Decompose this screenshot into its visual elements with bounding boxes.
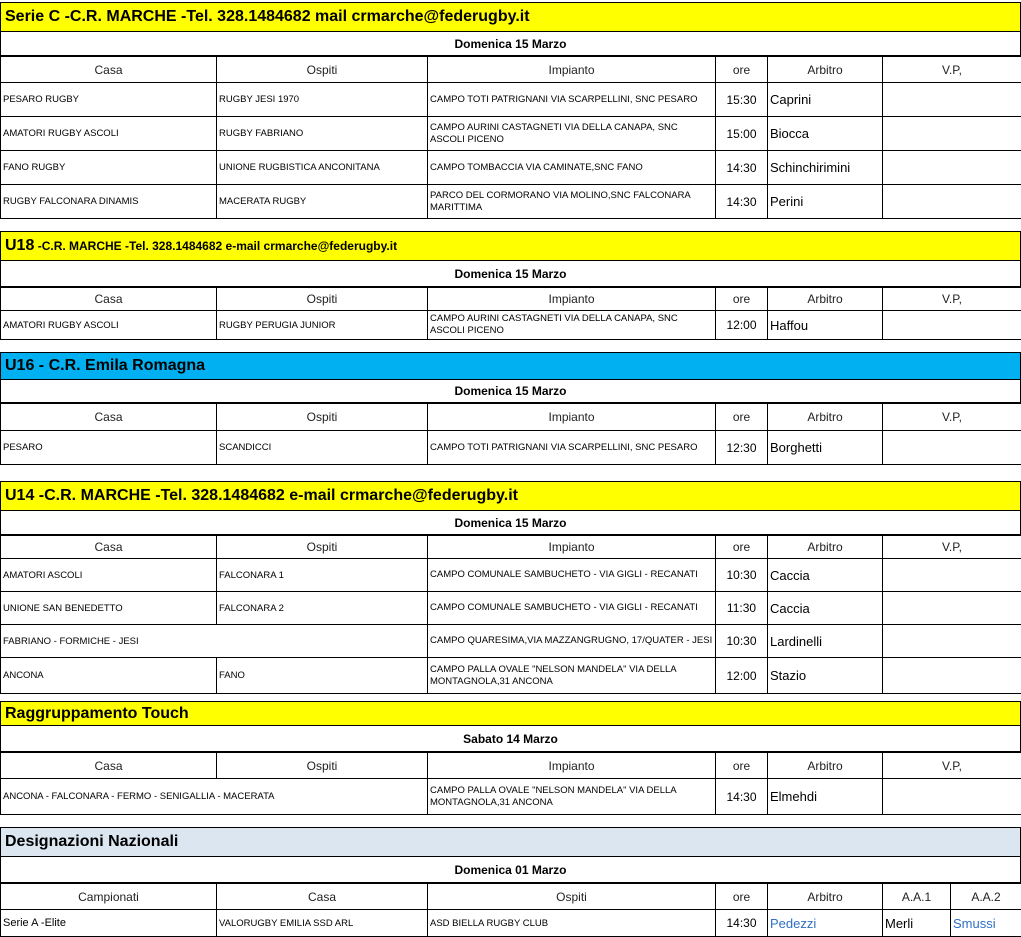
cell-arbitro: Caccia: [768, 592, 883, 625]
col-aa1: A.A.1: [883, 884, 951, 910]
table-row: [1, 117, 1021, 151]
cell-impianto: CAMPO PALLA OVALE "NELSON MANDELA" VIA DELLA MONTAGNOLA,31 ANCONA: [428, 779, 716, 815]
matches-table: [0, 287, 1021, 340]
col-ore: ore: [716, 288, 768, 311]
cell-ore: 12:30: [716, 431, 768, 465]
designations-table: [0, 883, 1021, 937]
cell-impianto: PARCO DEL CORMORANO VIA MOLINO,SNC FALCONARA MARITTIMA: [428, 185, 716, 219]
cell-ore: 15:00: [716, 117, 768, 151]
col-ospiti: Ospiti: [217, 536, 428, 559]
matches-table: [0, 56, 1021, 219]
col-arbitro: Arbitro: [768, 884, 883, 910]
cell-impianto: CAMPO QUARESIMA,VIA MAZZANGRUGNO, 17/QUATER - JESI: [428, 625, 716, 658]
cell-vp: [883, 83, 1021, 117]
cell-casa: VALORUGBY EMILIA SSD ARL: [217, 910, 428, 937]
cell-impianto: CAMPO AURINI CASTAGNETI VIA DELLA CANAPA, SNC ASCOLI PICENO: [428, 117, 716, 151]
table-header-row: [1, 404, 1021, 431]
section-title: Serie C -C.R. MARCHE -Tel. 328.1484682 mail crmarche@federugby.it: [0, 2, 1021, 32]
cell-ore: 11:30: [716, 592, 768, 625]
cell-casa: UNIONE SAN BENEDETTO: [1, 592, 217, 625]
col-ospiti: Ospiti: [217, 404, 428, 431]
col-aa2: A.A.2: [951, 884, 1021, 910]
cell-ospiti: MACERATA RUGBY: [217, 185, 428, 219]
section-day: Domenica 15 Marzo: [0, 261, 1021, 287]
table-row: [1, 592, 1021, 625]
cell-impianto: CAMPO TOMBACCIA VIA CAMINATE,SNC FANO: [428, 151, 716, 185]
col-impianto: Impianto: [428, 57, 716, 83]
cell-casa: AMATORI RUGBY ASCOLI: [1, 117, 217, 151]
cell-impianto: CAMPO TOTI PATRIGNANI VIA SCARPELLINI, SNC PESARO: [428, 431, 716, 465]
section-u16: [0, 352, 1021, 465]
cell-arbitro: Biocca: [768, 117, 883, 151]
cell-aa2[interactable]: Smussi: [951, 910, 1021, 937]
section-title: U16 - C.R. Emila Romagna: [0, 352, 1021, 380]
col-vp: V.P,: [883, 57, 1021, 83]
col-ore: ore: [716, 404, 768, 431]
cell-casa: PESARO: [1, 431, 217, 465]
table-row: [1, 185, 1021, 219]
cell-impianto: CAMPO AURINI CASTAGNETI VIA DELLA CANAPA, SNC ASCOLI PICENO: [428, 311, 716, 340]
cell-vp: [883, 431, 1021, 465]
cell-arbitro: Caccia: [768, 559, 883, 592]
col-casa: Casa: [1, 57, 217, 83]
cell-casa: AMATORI RUGBY ASCOLI: [1, 311, 217, 340]
col-ore: ore: [716, 884, 768, 910]
cell-impianto: CAMPO COMUNALE SAMBUCHETO - VIA GIGLI - RECANATI: [428, 592, 716, 625]
cell-vp: [883, 311, 1021, 340]
col-ore: ore: [716, 753, 768, 779]
cell-arbitro: Elmehdi: [768, 779, 883, 815]
cell-arbitro: Haffou: [768, 311, 883, 340]
cell-arbitro[interactable]: Pedezzi: [768, 910, 883, 937]
section-day: Domenica 15 Marzo: [0, 511, 1021, 535]
cell-ore: 14:30: [716, 910, 768, 937]
cell-ore: 10:30: [716, 625, 768, 658]
table-row: [1, 910, 1021, 937]
cell-vp: [883, 658, 1021, 694]
cell-casa: ANCONA - FALCONARA - FERMO - SENIGALLIA - MACERATA: [1, 779, 428, 815]
col-arbitro: Arbitro: [768, 288, 883, 311]
cell-impianto: CAMPO PALLA OVALE "NELSON MANDELA" VIA DELLA MONTAGNOLA,31 ANCONA: [428, 658, 716, 694]
table-header-row: [1, 753, 1021, 779]
cell-ospiti: UNIONE RUGBISTICA ANCONITANA: [217, 151, 428, 185]
col-arbitro: Arbitro: [768, 753, 883, 779]
cell-ospiti: FALCONARA 1: [217, 559, 428, 592]
cell-vp: [883, 592, 1021, 625]
section-touch: [0, 701, 1021, 815]
cell-ospiti: RUGBY PERUGIA JUNIOR: [217, 311, 428, 340]
table-row: [1, 151, 1021, 185]
section-title: Raggruppamento Touch: [0, 701, 1021, 726]
cell-vp: [883, 625, 1021, 658]
cell-vp: [883, 117, 1021, 151]
cell-ore: 12:00: [716, 658, 768, 694]
matches-table: [0, 752, 1021, 815]
matches-table: [0, 403, 1021, 465]
col-arbitro: Arbitro: [768, 404, 883, 431]
cell-ospiti: FANO: [217, 658, 428, 694]
cell-casa: FANO RUGBY: [1, 151, 217, 185]
cell-vp: [883, 151, 1021, 185]
table-row: [1, 658, 1021, 694]
section-day: Domenica 15 Marzo: [0, 32, 1021, 56]
cell-ore: 12:00: [716, 311, 768, 340]
cell-arbitro: Stazio: [768, 658, 883, 694]
cell-casa: PESARO RUGBY: [1, 83, 217, 117]
table-header-row: [1, 288, 1021, 311]
cell-vp: [883, 559, 1021, 592]
section-day: Domenica 15 Marzo: [0, 380, 1021, 403]
col-ospiti: Ospiti: [428, 884, 716, 910]
cell-arbitro: Lardinelli: [768, 625, 883, 658]
cell-casa: RUGBY FALCONARA DINAMIS: [1, 185, 217, 219]
col-campionati: Campionati: [1, 884, 217, 910]
col-impianto: Impianto: [428, 536, 716, 559]
cell-ospiti: ASD BIELLA RUGBY CLUB: [428, 910, 716, 937]
cell-casa: FABRIANO - FORMICHE - JESI: [1, 625, 428, 658]
section-u14: [0, 481, 1021, 694]
cell-ospiti: SCANDICCI: [217, 431, 428, 465]
section-serie-c: [0, 2, 1021, 219]
cell-ospiti: RUGBY FABRIANO: [217, 117, 428, 151]
section-title-main: U18: [5, 237, 34, 255]
col-casa: Casa: [1, 404, 217, 431]
table-row: [1, 779, 1021, 815]
cell-vp: [883, 185, 1021, 219]
col-impianto: Impianto: [428, 404, 716, 431]
cell-casa: AMATORI ASCOLI: [1, 559, 217, 592]
cell-arbitro: Schinchirimini: [768, 151, 883, 185]
col-ore: ore: [716, 536, 768, 559]
section-nazionali: [0, 827, 1021, 937]
cell-ore: 10:30: [716, 559, 768, 592]
col-casa: Casa: [1, 753, 217, 779]
table-row: [1, 83, 1021, 117]
col-ospiti: Ospiti: [217, 288, 428, 311]
table-row: [1, 431, 1021, 465]
cell-ore: 14:30: [716, 151, 768, 185]
table-row: [1, 559, 1021, 592]
col-casa: Casa: [1, 536, 217, 559]
table-header-row: [1, 884, 1021, 910]
section-title: U14 -C.R. MARCHE -Tel. 328.1484682 e-mail crmarche@federugby.it: [0, 481, 1021, 511]
matches-table: [0, 535, 1021, 694]
col-arbitro: Arbitro: [768, 57, 883, 83]
col-arbitro: Arbitro: [768, 536, 883, 559]
cell-ospiti: FALCONARA 2: [217, 592, 428, 625]
cell-impianto: CAMPO TOTI PATRIGNANI VIA SCARPELLINI, SNC PESARO: [428, 83, 716, 117]
col-vp: V.P,: [883, 753, 1021, 779]
cell-ore: 14:30: [716, 779, 768, 815]
table-row: [1, 311, 1021, 340]
col-impianto: Impianto: [428, 753, 716, 779]
col-ospiti: Ospiti: [217, 753, 428, 779]
section-u18: [0, 231, 1021, 340]
col-vp: V.P,: [883, 404, 1021, 431]
cell-ospiti: RUGBY JESI 1970: [217, 83, 428, 117]
section-day: Sabato 14 Marzo: [0, 726, 1021, 752]
section-title-rest: -C.R. MARCHE -Tel. 328.1484682 e-mail crmarche@federugby.it: [34, 239, 397, 253]
col-vp: V.P,: [883, 536, 1021, 559]
col-vp: V.P,: [883, 288, 1021, 311]
table-header-row: [1, 536, 1021, 559]
cell-casa: ANCONA: [1, 658, 217, 694]
cell-arbitro: Caprini: [768, 83, 883, 117]
cell-ore: 15:30: [716, 83, 768, 117]
table-row: [1, 625, 1021, 658]
cell-campionato: Serie A -Elite: [1, 910, 217, 937]
col-impianto: Impianto: [428, 288, 716, 311]
section-title: Designazioni Nazionali: [0, 827, 1021, 857]
cell-ore: 14:30: [716, 185, 768, 219]
table-header-row: [1, 57, 1021, 83]
col-casa: Casa: [217, 884, 428, 910]
cell-impianto: CAMPO COMUNALE SAMBUCHETO - VIA GIGLI - RECANATI: [428, 559, 716, 592]
col-casa: Casa: [1, 288, 217, 311]
cell-vp: [883, 779, 1021, 815]
cell-arbitro: Borghetti: [768, 431, 883, 465]
col-ospiti: Ospiti: [217, 57, 428, 83]
section-title: [0, 231, 1021, 261]
col-ore: ore: [716, 57, 768, 83]
section-day: Domenica 01 Marzo: [0, 857, 1021, 883]
cell-arbitro: Perini: [768, 185, 883, 219]
cell-aa1: Merli: [883, 910, 951, 937]
